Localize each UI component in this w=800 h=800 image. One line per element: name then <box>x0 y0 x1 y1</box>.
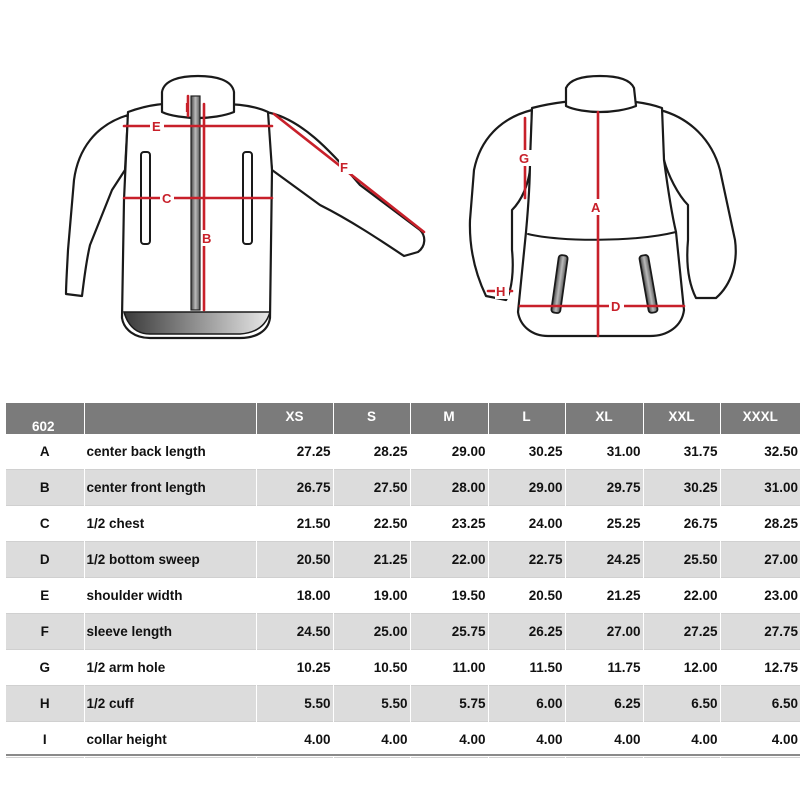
measurement-value: 26.25 <box>488 614 565 650</box>
table-row <box>6 434 800 470</box>
table-row <box>6 722 800 758</box>
measurement-value: 27.50 <box>333 470 410 506</box>
measurement-value: 6.50 <box>643 686 720 722</box>
size-chart-table <box>6 403 800 758</box>
measurement-value: 24.00 <box>488 506 565 542</box>
measurement-value: 21.50 <box>256 506 333 542</box>
measurement-value: 6.25 <box>565 686 643 722</box>
measurement-name: collar height <box>84 722 256 758</box>
measurement-value: 4.00 <box>488 722 565 758</box>
measurement-value: 11.75 <box>565 650 643 686</box>
measurement-value: 29.75 <box>565 470 643 506</box>
measurement-name: 1/2 chest <box>84 506 256 542</box>
label-a: A <box>591 200 601 215</box>
size-header: M <box>410 403 488 434</box>
measurement-value: 30.25 <box>643 470 720 506</box>
label-b: B <box>202 231 212 246</box>
measurement-code: I <box>6 722 84 758</box>
measurement-value: 21.25 <box>333 542 410 578</box>
measurement-value: 31.00 <box>565 434 643 470</box>
style-code-header: 602 <box>6 403 84 434</box>
measurement-value: 25.50 <box>643 542 720 578</box>
size-header: XXXL <box>720 403 800 434</box>
measurement-value: 24.50 <box>256 614 333 650</box>
measurement-value: 23.00 <box>764 588 798 603</box>
measurement-value: 29.00 <box>410 434 488 470</box>
table-row <box>6 686 800 722</box>
size-header: S <box>333 403 410 434</box>
measurement-value: 31.00 <box>720 470 800 506</box>
measurement-name: 1/2 cuff <box>84 686 256 722</box>
measurement-name: center back length <box>84 434 256 470</box>
measurement-value: 4.00 <box>333 722 410 758</box>
measurement-code: D <box>6 542 84 578</box>
measurement-code: H <box>6 686 84 722</box>
measurement-value: 4.00 <box>771 732 798 747</box>
measurement-value: 4.00 <box>643 722 720 758</box>
measurement-value: 10.50 <box>333 650 410 686</box>
measurement-value: 28.25 <box>764 516 798 531</box>
table-row <box>6 650 800 686</box>
measurement-value: 32.50 <box>764 444 798 459</box>
size-header: XL <box>565 403 643 434</box>
measurement-value: 22.00 <box>410 542 488 578</box>
measurement-value: 6.00 <box>488 686 565 722</box>
jacket-measurement-diagram <box>0 0 800 370</box>
measurement-value: 18.00 <box>256 578 333 614</box>
measurement-value: 26.75 <box>256 470 333 506</box>
measurement-value: 22.00 <box>643 578 720 614</box>
table-row <box>6 578 800 614</box>
measurement-value: 23.25 <box>410 506 488 542</box>
measurement-code: B <box>6 470 84 506</box>
front-right-sleeve <box>266 112 424 256</box>
measurement-code: F <box>6 614 84 650</box>
measurement-code: C <box>6 506 84 542</box>
measurement-value: 5.75 <box>410 686 488 722</box>
measurement-value: 19.50 <box>410 578 488 614</box>
measurement-value: 28.00 <box>410 470 488 506</box>
measurement-value: 27.75 <box>720 614 800 650</box>
measurement-value: 12.00 <box>643 650 720 686</box>
measurement-value: 31.75 <box>643 434 720 470</box>
back-body <box>518 100 684 336</box>
measurement-value: 27.00 <box>565 614 643 650</box>
front-zipper <box>191 96 200 310</box>
label-i: I <box>185 100 189 115</box>
size-header: XXL <box>643 403 720 434</box>
label-c: C <box>162 191 172 206</box>
measurement-value: 11.00 <box>410 650 488 686</box>
measurement-value: 5.50 <box>256 686 333 722</box>
measurement-name: sleeve length <box>84 614 256 650</box>
measurement-value: 20.50 <box>256 542 333 578</box>
measurement-value: 4.00 <box>256 722 333 758</box>
measurement-name: center front length <box>84 470 256 506</box>
measurement-name: 1/2 bottom sweep <box>84 542 256 578</box>
measurement-value: 5.50 <box>333 686 410 722</box>
measurement-value: 21.25 <box>565 578 643 614</box>
measurement-value: 6.50 <box>720 686 800 722</box>
front-hem-band <box>124 312 270 334</box>
table-row <box>6 542 800 578</box>
measurement-value: 4.00 <box>410 722 488 758</box>
measurement-value: 25.00 <box>333 614 410 650</box>
table-row <box>6 470 800 506</box>
measurement-code: A <box>6 434 84 470</box>
measurement-value: 24.25 <box>565 542 643 578</box>
measurement-value: 27.25 <box>643 614 720 650</box>
measurement-name: shoulder width <box>84 578 256 614</box>
measurement-value: 20.50 <box>488 578 565 614</box>
measurement-value: 25.75 <box>410 614 488 650</box>
size-header-row <box>6 403 800 434</box>
measurement-value: 11.50 <box>488 650 565 686</box>
size-header: XS <box>256 403 333 434</box>
table-row <box>6 506 800 542</box>
measurement-value: 19.00 <box>333 578 410 614</box>
measurement-value: 27.25 <box>256 434 333 470</box>
measurement-value: 26.75 <box>643 506 720 542</box>
jacket-front-view <box>66 76 424 338</box>
measurement-code: E <box>6 578 84 614</box>
label-h: H <box>496 284 506 299</box>
measurement-value: 25.25 <box>565 506 643 542</box>
label-g: G <box>519 151 530 166</box>
measurement-value: 12.75 <box>764 660 798 675</box>
measurement-value: 10.25 <box>256 650 333 686</box>
measurement-value: 4.00 <box>565 722 643 758</box>
table-row <box>6 614 800 650</box>
label-d: D <box>611 299 621 314</box>
measurement-value: 22.75 <box>488 542 565 578</box>
measurement-name: 1/2 arm hole <box>84 650 256 686</box>
measurement-value: 29.00 <box>488 470 565 506</box>
measurement-name-header <box>84 403 256 434</box>
front-left-sleeve <box>66 115 128 296</box>
back-collar <box>566 76 636 112</box>
jacket-back-view <box>470 76 736 336</box>
measurement-value: 30.25 <box>488 434 565 470</box>
size-header: L <box>488 403 565 434</box>
measurement-code: G <box>6 650 84 686</box>
measurement-value: 22.50 <box>333 506 410 542</box>
measurement-value: 28.25 <box>333 434 410 470</box>
label-e: E <box>152 119 161 134</box>
table-bottom-rule <box>6 754 800 756</box>
label-f: F <box>340 160 348 175</box>
measurement-value: 27.00 <box>720 542 800 578</box>
